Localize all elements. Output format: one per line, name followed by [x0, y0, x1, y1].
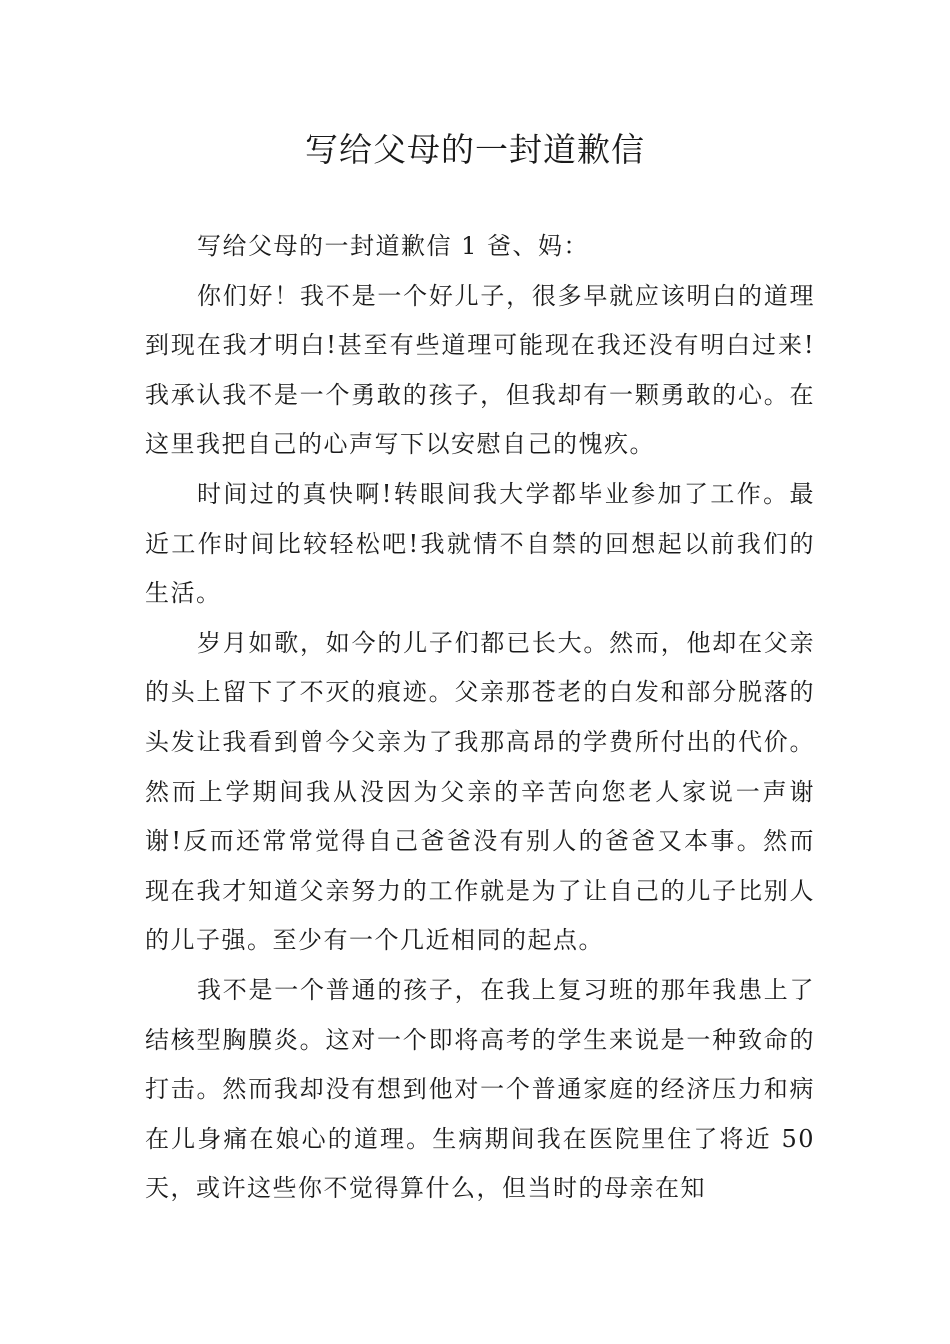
- document-title: 写给父母的一封道歉信: [305, 130, 645, 169]
- paragraph-4: 我不是一个普通的孩子，在我上复习班的那年我患上了结核型胸膜炎。这对一个即将高考的学生来说是一种致命的打击。然而我却没有想到他对一个普通家庭的经济压力和病在儿身痛在娘心的道理。生病期间我在医院里住了将近 50 天，或许这些你不觉得算什么，但当时的母亲在知: [145, 975, 815, 1203]
- paragraph-3: 岁月如歌，如今的儿子们都已长大。然而，他却在父亲的头上留下了不灭的痕迹。父亲那苍老的白发和部分脱落的头发让我看到曾今父亲为了我那高昂的学费所付出的代价。然而上学期间我从没因为父亲的辛苦向您老人家说一声谢谢!反而还常常觉得自己爸爸没有别人的爸爸又本事。然而现在我才知道父亲努力的工作就是为了让自己的儿子比别人的儿子强。至少有一个几近相同的起点。: [145, 628, 815, 955]
- paragraph-greeting: 写给父母的一封道歉信 1 爸、妈：: [197, 232, 590, 260]
- letter-body: [145, 222, 815, 1214]
- paragraph-1: 你们好！我不是一个好儿子，很多早就应该明白的道理到现在我才明白!甚至有些道理可能现在我还没有明白过来!我承认我不是一个勇敢的孩子，但我却有一颗勇敢的心。在这里我把自己的心声写下以安慰自己的愧疚。: [145, 281, 815, 459]
- paragraph-2: 时间过的真快啊!转眼间我大学都毕业参加了工作。最近工作时间比较轻松吧!我就情不自禁的回想起以前我们的生活。: [145, 479, 815, 608]
